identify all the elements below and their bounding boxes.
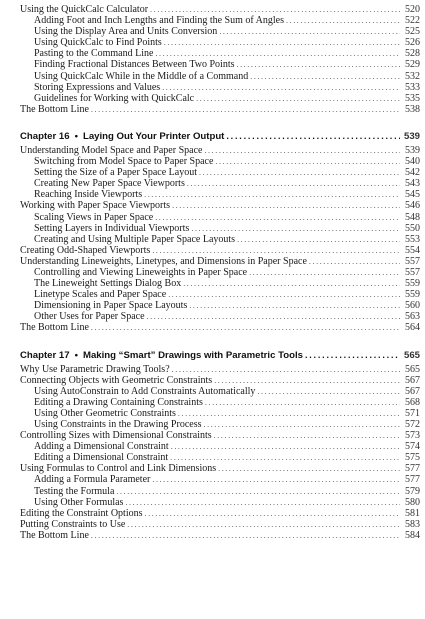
dot-leader bbox=[214, 375, 400, 386]
table-of-contents bbox=[20, 4, 420, 541]
toc-entry-page: 535 bbox=[405, 92, 420, 104]
dot-leader bbox=[183, 278, 400, 289]
dot-leader bbox=[236, 59, 400, 70]
toc-entry-title: Using QuickCalc to Find Points bbox=[34, 37, 162, 49]
dot-leader bbox=[162, 82, 400, 93]
toc-entry-title: Using Other Formulas bbox=[34, 496, 124, 508]
dot-leader bbox=[219, 26, 400, 37]
toc-entry-title: Using Other Geometric Constraints bbox=[34, 407, 176, 419]
dot-leader bbox=[125, 497, 400, 508]
toc-entry-title: Understanding Model Space and Paper Space bbox=[20, 144, 203, 156]
toc-section-quickcalc bbox=[20, 4, 420, 115]
dot-leader bbox=[144, 189, 400, 200]
toc-entry-title: Dimensioning in Paper Space Layouts bbox=[34, 300, 188, 312]
toc-entry-title: Pasting to the Command Line bbox=[34, 48, 154, 60]
dot-leader bbox=[286, 15, 400, 26]
dot-leader bbox=[171, 441, 400, 452]
toc-entry-page: 575 bbox=[405, 452, 420, 464]
chapter-17-heading[interactable] bbox=[20, 349, 420, 362]
toc-entry[interactable] bbox=[20, 256, 420, 267]
toc-entry-title: Using Constraints in the Drawing Process bbox=[34, 419, 202, 430]
toc-entry-title: Scaling Views in Paper Space bbox=[34, 211, 154, 223]
toc-entry-title: Creating and Using Multiple Paper Space Layouts bbox=[34, 233, 236, 245]
toc-entry-title: Controlling Sizes with Dimensional Constraints bbox=[20, 430, 212, 442]
toc-entry-title: Storing Expressions and Values bbox=[34, 81, 161, 93]
toc-entry-page: 579 bbox=[405, 485, 420, 497]
dot-leader bbox=[150, 4, 400, 15]
dot-leader bbox=[204, 145, 400, 156]
toc-entry[interactable] bbox=[20, 300, 420, 311]
toc-entry-page: 526 bbox=[405, 37, 420, 49]
toc-entry-page: 571 bbox=[405, 407, 420, 419]
dot-leader bbox=[237, 234, 400, 245]
dot-leader bbox=[116, 486, 400, 497]
toc-entry[interactable] bbox=[20, 156, 420, 167]
dot-leader bbox=[250, 71, 400, 82]
toc-entry-page: 525 bbox=[405, 26, 420, 38]
toc-entry[interactable] bbox=[20, 364, 420, 375]
toc-entry-page: 540 bbox=[405, 156, 420, 168]
dot-leader bbox=[91, 104, 400, 115]
toc-entry-title: Other Uses for Paper Space bbox=[34, 311, 145, 323]
toc-entry-page: 583 bbox=[405, 518, 420, 530]
toc-entry-page: 559 bbox=[405, 278, 420, 290]
chapter-16-label: Chapter 16 • Laying Out Your Printer Output bbox=[20, 130, 225, 142]
toc-entry-title: Editing a Dimensional Constraint bbox=[34, 452, 169, 464]
chapter-16-page: 539 bbox=[403, 130, 420, 142]
toc-entry[interactable] bbox=[20, 497, 420, 508]
toc-entry[interactable] bbox=[20, 289, 420, 300]
toc-entry-title: Controlling and Viewing Lineweights in Paper Space bbox=[34, 266, 248, 278]
toc-entry[interactable] bbox=[20, 486, 420, 497]
toc-entry-title: Adding a Formula Parameter bbox=[34, 474, 151, 486]
toc-entry[interactable] bbox=[20, 530, 420, 541]
toc-entry[interactable] bbox=[20, 59, 420, 70]
toc-entry-page: 533 bbox=[405, 81, 420, 93]
toc-entry-page: 532 bbox=[405, 70, 420, 82]
toc-entry-title: Understanding Lineweights, Linetypes, and Dimensions in Paper Space bbox=[20, 255, 307, 267]
toc-entry-page: 528 bbox=[405, 48, 420, 60]
toc-entry[interactable] bbox=[20, 200, 420, 211]
toc-entry-page: 553 bbox=[405, 233, 420, 245]
toc-entry-page: 573 bbox=[405, 430, 420, 442]
dot-leader bbox=[168, 289, 400, 300]
toc-entry-title: Using the QuickCalc Calculator bbox=[20, 4, 149, 15]
dot-leader bbox=[257, 386, 400, 397]
toc-entry[interactable] bbox=[20, 519, 420, 530]
toc-entry-title: Setting Layers in Individual Viewports bbox=[34, 222, 190, 234]
dot-leader bbox=[170, 452, 400, 463]
toc-entry-page: 572 bbox=[405, 419, 420, 430]
toc-entry[interactable] bbox=[20, 278, 420, 289]
toc-entry-page: 568 bbox=[405, 396, 420, 408]
toc-entry-page: 581 bbox=[405, 507, 420, 519]
toc-entry-title: The Lineweight Settings Dialog Box bbox=[34, 278, 182, 290]
toc-entry-page: 567 bbox=[405, 385, 420, 397]
toc-section-chapter-17 bbox=[20, 364, 420, 542]
dot-leader bbox=[309, 256, 400, 267]
toc-entry-page: 584 bbox=[405, 529, 420, 541]
toc-entry-title: The Bottom Line bbox=[20, 322, 89, 334]
toc-entry-title: Testing the Formula bbox=[34, 485, 115, 497]
toc-entry[interactable] bbox=[20, 37, 420, 48]
toc-entry[interactable] bbox=[20, 145, 420, 156]
toc-entry-title: Creating Odd-Shaped Viewports bbox=[20, 244, 151, 256]
toc-entry-title: Finding Fractional Distances Between Two Points bbox=[34, 59, 235, 71]
dot-leader bbox=[91, 530, 400, 541]
toc-entry-page: 565 bbox=[405, 363, 420, 375]
toc-entry-page: 564 bbox=[405, 322, 420, 334]
toc-entry[interactable] bbox=[20, 408, 420, 419]
toc-entry-page: 567 bbox=[405, 374, 420, 386]
dot-leader bbox=[226, 130, 400, 143]
toc-entry[interactable] bbox=[20, 212, 420, 223]
toc-entry[interactable] bbox=[20, 463, 420, 474]
toc-entry[interactable] bbox=[20, 234, 420, 245]
toc-entry[interactable] bbox=[20, 93, 420, 104]
toc-entry-page: 574 bbox=[405, 441, 420, 453]
toc-entry-title: Editing a Drawing Containing Constraints bbox=[34, 396, 203, 408]
toc-entry-page: 548 bbox=[405, 211, 420, 223]
toc-entry[interactable] bbox=[20, 167, 420, 178]
toc-entry-page: 577 bbox=[405, 463, 420, 475]
toc-entry-title: Using Formulas to Control and Link Dimensions bbox=[20, 463, 217, 475]
toc-entry-title: Linetype Scales and Paper Space bbox=[34, 289, 167, 301]
toc-entry[interactable] bbox=[20, 452, 420, 463]
toc-entry-title: Editing the Constraint Options bbox=[20, 507, 143, 519]
toc-entry-page: 554 bbox=[405, 244, 420, 256]
toc-entry-title: Why Use Parametric Drawing Tools? bbox=[20, 363, 170, 375]
toc-entry-page: 539 bbox=[405, 144, 420, 156]
toc-entry-title: Reaching Inside Viewports bbox=[34, 189, 143, 201]
chapter-17-label: Chapter 17 • Making “Smart” Drawings with Parametric Tools bbox=[20, 349, 303, 361]
dot-leader bbox=[172, 200, 400, 211]
dot-leader bbox=[199, 167, 400, 178]
toc-entry-title: The Bottom Line bbox=[20, 103, 89, 115]
toc-entry-page: 543 bbox=[405, 178, 420, 190]
toc-entry-page: 538 bbox=[405, 103, 420, 115]
toc-entry-title: Adding a Dimensional Constraint bbox=[34, 441, 169, 453]
toc-entry[interactable] bbox=[20, 322, 420, 333]
dot-leader bbox=[172, 364, 400, 375]
dot-leader bbox=[164, 37, 400, 48]
toc-entry[interactable] bbox=[20, 82, 420, 93]
dot-leader bbox=[187, 178, 400, 189]
dot-leader bbox=[218, 463, 400, 474]
dot-leader bbox=[205, 397, 400, 408]
dot-leader bbox=[155, 212, 400, 223]
toc-entry-page: 550 bbox=[405, 222, 420, 234]
toc-entry[interactable] bbox=[20, 4, 420, 15]
toc-entry[interactable] bbox=[20, 26, 420, 37]
dot-leader bbox=[155, 48, 400, 59]
dot-leader bbox=[191, 223, 400, 234]
dot-leader bbox=[152, 245, 400, 256]
toc-entry-title: Working with Paper Space Viewports bbox=[20, 200, 171, 212]
toc-entry[interactable] bbox=[20, 104, 420, 115]
toc-entry[interactable] bbox=[20, 178, 420, 189]
toc-entry-title: Switching from Model Space to Paper Space bbox=[34, 156, 214, 168]
toc-entry[interactable] bbox=[20, 311, 420, 322]
toc-entry[interactable] bbox=[20, 430, 420, 441]
toc-entry[interactable] bbox=[20, 419, 420, 430]
toc-entry-title: Using AutoConstrain to Add Constraints Automatically bbox=[34, 385, 256, 397]
toc-entry-page: 560 bbox=[405, 300, 420, 312]
toc-entry[interactable] bbox=[20, 189, 420, 200]
toc-entry[interactable] bbox=[20, 386, 420, 397]
dot-leader bbox=[189, 300, 400, 311]
toc-entry-page: 529 bbox=[405, 59, 420, 71]
dot-leader bbox=[196, 93, 400, 104]
toc-entry[interactable] bbox=[20, 245, 420, 256]
toc-entry-page: 577 bbox=[405, 474, 420, 486]
toc-entry[interactable] bbox=[20, 441, 420, 452]
toc-entry-title: Using QuickCalc While in the Middle of a Command bbox=[34, 70, 249, 82]
toc-entry-title: Using the Display Area and Units Conversion bbox=[34, 26, 218, 38]
dot-leader bbox=[145, 508, 401, 519]
toc-section-chapter-16 bbox=[20, 145, 420, 334]
chapter-17-page: 565 bbox=[403, 349, 420, 361]
toc-entry-page: 520 bbox=[405, 4, 420, 15]
toc-entry[interactable] bbox=[20, 474, 420, 485]
toc-entry[interactable] bbox=[20, 48, 420, 59]
dot-leader bbox=[249, 267, 400, 278]
toc-entry[interactable] bbox=[20, 397, 420, 408]
dot-leader bbox=[147, 311, 400, 322]
dot-leader bbox=[127, 519, 400, 530]
toc-entry-title: Creating New Paper Space Viewports bbox=[34, 178, 185, 190]
toc-entry-page: 545 bbox=[405, 189, 420, 201]
toc-entry-page: 522 bbox=[405, 15, 420, 27]
toc-entry[interactable] bbox=[20, 71, 420, 82]
toc-entry-page: 542 bbox=[405, 167, 420, 179]
dot-leader bbox=[91, 322, 400, 333]
toc-entry-page: 546 bbox=[405, 200, 420, 212]
toc-entry-title: The Bottom Line bbox=[20, 529, 89, 541]
chapter-16-heading[interactable] bbox=[20, 130, 420, 143]
toc-entry[interactable] bbox=[20, 375, 420, 386]
toc-entry-title: Setting the Size of a Paper Space Layout bbox=[34, 167, 198, 179]
dot-leader bbox=[204, 419, 401, 430]
toc-entry-page: 557 bbox=[405, 266, 420, 278]
toc-entry-title: Putting Constraints to Use bbox=[20, 518, 126, 530]
toc-entry-title: Connecting Objects with Geometric Constraints bbox=[20, 374, 213, 386]
dot-leader bbox=[214, 430, 400, 441]
toc-entry-title: Guidelines for Working with QuickCalc bbox=[34, 92, 195, 104]
toc-entry-page: 557 bbox=[405, 255, 420, 267]
dot-leader bbox=[178, 408, 400, 419]
toc-entry[interactable] bbox=[20, 508, 420, 519]
dot-leader bbox=[215, 156, 400, 167]
toc-entry-title: Adding Foot and Inch Lengths and Finding the Sum of Angles bbox=[34, 15, 284, 27]
toc-entry-page: 563 bbox=[405, 311, 420, 323]
toc-entry[interactable] bbox=[20, 15, 420, 26]
dot-leader bbox=[305, 349, 400, 362]
toc-entry[interactable] bbox=[20, 267, 420, 278]
dot-leader bbox=[152, 474, 400, 485]
toc-entry-page: 559 bbox=[405, 289, 420, 301]
toc-entry-page: 580 bbox=[405, 496, 420, 508]
toc-entry[interactable] bbox=[20, 223, 420, 234]
